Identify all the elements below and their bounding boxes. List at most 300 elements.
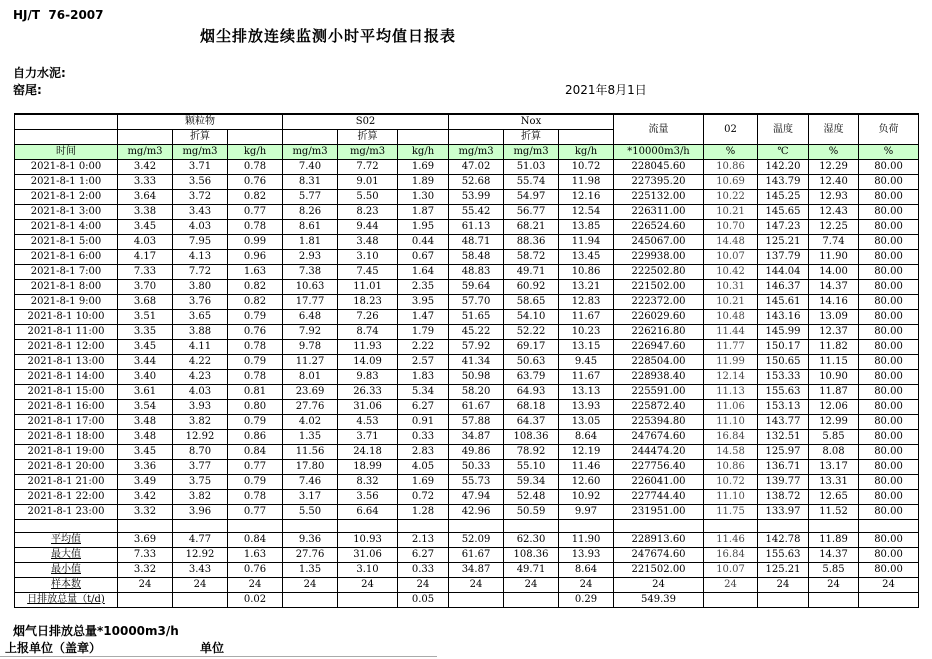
summary-value-cell: 34.87 [449, 563, 504, 578]
value-cell: 50.33 [449, 460, 504, 475]
value-cell: 80.00 [859, 445, 919, 460]
value-cell: 54.10 [504, 310, 559, 325]
value-cell: 57.92 [449, 340, 504, 355]
value-cell: 68.18 [504, 400, 559, 415]
value-cell: 57.88 [449, 415, 504, 430]
value-cell: 1.95 [398, 220, 449, 235]
value-cell: 10.42 [704, 265, 758, 280]
summary-label: 日排放总量（t/d) [15, 593, 118, 608]
summary-label: 最小值 [15, 563, 118, 578]
value-cell: 57.70 [449, 295, 504, 310]
summary-value-cell: 2.13 [398, 533, 449, 548]
summary-value-cell: 24 [449, 578, 504, 593]
value-cell: 145.61 [758, 295, 809, 310]
summary-value-cell: 125.21 [758, 563, 809, 578]
value-cell: 10.69 [704, 175, 758, 190]
summary-value-cell: 3.32 [118, 563, 173, 578]
value-cell: 12.16 [559, 190, 614, 205]
value-cell: 24.18 [338, 445, 398, 460]
corner-cell [15, 114, 118, 130]
value-cell: 10.70 [704, 220, 758, 235]
time-cell: 2021-8-1 4:00 [15, 220, 118, 235]
value-cell: 222502.80 [614, 265, 704, 280]
value-cell: 3.95 [398, 295, 449, 310]
value-cell: 3.44 [118, 355, 173, 370]
value-cell: 3.38 [118, 205, 173, 220]
value-cell: 80.00 [859, 385, 919, 400]
value-cell: 80.00 [859, 490, 919, 505]
summary-value-cell [704, 593, 758, 608]
value-cell: 59.34 [504, 475, 559, 490]
summary-value-cell [809, 593, 859, 608]
humidity-header: 湿度 [809, 114, 859, 145]
time-cell: 2021-8-1 20:00 [15, 460, 118, 475]
summary-value-cell [859, 593, 919, 608]
blank-cell [173, 520, 228, 533]
value-cell: 3.36 [118, 460, 173, 475]
value-cell: 153.13 [758, 400, 809, 415]
summary-value-cell [173, 593, 228, 608]
value-cell: 51.03 [504, 160, 559, 175]
summary-value-cell: 0.05 [398, 593, 449, 608]
value-cell: 10.23 [559, 325, 614, 340]
time-cell: 2021-8-1 10:00 [15, 310, 118, 325]
value-cell: 0.33 [398, 430, 449, 445]
value-cell: 143.79 [758, 175, 809, 190]
value-cell: 14.09 [338, 355, 398, 370]
value-cell: 11.82 [809, 340, 859, 355]
summary-value-cell: 1.35 [283, 563, 338, 578]
value-cell: 10.48 [704, 310, 758, 325]
summary-value-cell: 228913.60 [614, 533, 704, 548]
time-cell: 2021-8-1 9:00 [15, 295, 118, 310]
summary-label: 样本数 [15, 578, 118, 593]
value-cell: 53.99 [449, 190, 504, 205]
value-cell: 0.79 [228, 415, 283, 430]
value-cell: 17.77 [283, 295, 338, 310]
value-cell: 0.82 [228, 295, 283, 310]
value-cell: 59.64 [449, 280, 504, 295]
value-cell: 55.10 [504, 460, 559, 475]
summary-value-cell: 24 [859, 578, 919, 593]
summary-value-cell: 8.64 [559, 563, 614, 578]
value-cell: 0.78 [228, 490, 283, 505]
value-cell: 12.93 [809, 190, 859, 205]
value-cell: 11.90 [809, 250, 859, 265]
value-cell: 0.77 [228, 505, 283, 520]
value-cell: 13.85 [559, 220, 614, 235]
summary-value-cell: 10.07 [704, 563, 758, 578]
value-cell: 14.58 [704, 445, 758, 460]
value-cell: 0.78 [228, 340, 283, 355]
summary-row [15, 593, 919, 608]
company-label: 自力水泥: [13, 66, 66, 80]
report-table [14, 113, 919, 608]
value-cell: 139.77 [758, 475, 809, 490]
value-cell: 7.45 [338, 265, 398, 280]
value-cell: 52.48 [504, 490, 559, 505]
value-cell: 11.94 [559, 235, 614, 250]
value-cell: 225132.00 [614, 190, 704, 205]
unit-cell: ℃ [758, 145, 809, 160]
value-cell: 27.76 [283, 400, 338, 415]
value-cell: 12.43 [809, 205, 859, 220]
value-cell: 8.23 [338, 205, 398, 220]
value-cell: 58.72 [504, 250, 559, 265]
value-cell: 11.99 [704, 355, 758, 370]
unit-cell: % [859, 145, 919, 160]
group-header-row [15, 114, 919, 130]
value-cell: 18.99 [338, 460, 398, 475]
value-cell: 12.37 [809, 325, 859, 340]
value-cell: 3.35 [118, 325, 173, 340]
value-cell: 13.45 [559, 250, 614, 265]
value-cell: 108.36 [504, 430, 559, 445]
value-cell: 60.92 [504, 280, 559, 295]
value-cell: 23.69 [283, 385, 338, 400]
value-cell: 225872.40 [614, 400, 704, 415]
summary-value-cell: 13.93 [559, 548, 614, 563]
value-cell: 13.21 [559, 280, 614, 295]
value-cell: 80.00 [859, 415, 919, 430]
value-cell: 11.10 [704, 415, 758, 430]
time-cell: 2021-8-1 17:00 [15, 415, 118, 430]
summary-value-cell: 247674.60 [614, 548, 704, 563]
value-cell: 13.17 [809, 460, 859, 475]
time-cell: 2021-8-1 21:00 [15, 475, 118, 490]
blank-cell [338, 520, 398, 533]
value-cell: 11.67 [559, 310, 614, 325]
value-cell: 245067.00 [614, 235, 704, 250]
summary-value-cell: 108.36 [504, 548, 559, 563]
table-row [15, 370, 919, 385]
unit-cell: mg/m3 [118, 145, 173, 160]
value-cell: 11.10 [704, 490, 758, 505]
value-cell: 146.37 [758, 280, 809, 295]
value-cell: 155.63 [758, 385, 809, 400]
time-header: 时间 [15, 145, 118, 160]
value-cell: 0.77 [228, 460, 283, 475]
value-cell: 228938.40 [614, 370, 704, 385]
value-cell: 16.84 [704, 430, 758, 445]
value-cell: 52.68 [449, 175, 504, 190]
value-cell: 0.80 [228, 400, 283, 415]
value-cell: 0.84 [228, 445, 283, 460]
summary-value-cell: 24 [504, 578, 559, 593]
summary-value-cell [118, 593, 173, 608]
blank-cell [15, 520, 118, 533]
table-row [15, 415, 919, 430]
value-cell: 1.47 [398, 310, 449, 325]
value-cell: 1.63 [228, 265, 283, 280]
table-row [15, 400, 919, 415]
blank-cell [449, 520, 504, 533]
value-cell: 10.86 [704, 460, 758, 475]
report-date: 2021年8月1日 [565, 83, 647, 97]
value-cell: 125.97 [758, 445, 809, 460]
table-row [15, 340, 919, 355]
value-cell: 47.02 [449, 160, 504, 175]
value-cell: 48.83 [449, 265, 504, 280]
value-cell: 11.67 [559, 370, 614, 385]
value-cell: 58.65 [504, 295, 559, 310]
value-cell: 17.80 [283, 460, 338, 475]
value-cell: 13.31 [809, 475, 859, 490]
value-cell: 144.04 [758, 265, 809, 280]
value-cell: 11.75 [704, 505, 758, 520]
summary-value-cell: 31.06 [338, 548, 398, 563]
value-cell: 5.50 [338, 190, 398, 205]
value-cell: 227395.20 [614, 175, 704, 190]
value-cell: 3.40 [118, 370, 173, 385]
value-cell: 3.56 [338, 490, 398, 505]
summary-value-cell: 24 [338, 578, 398, 593]
value-cell: 13.09 [809, 310, 859, 325]
value-cell: 9.97 [559, 505, 614, 520]
value-cell: 0.79 [228, 310, 283, 325]
value-cell: 9.78 [283, 340, 338, 355]
value-cell: 0.99 [228, 235, 283, 250]
value-cell: 58.48 [449, 250, 504, 265]
value-cell: 49.86 [449, 445, 504, 460]
value-cell: 3.82 [173, 490, 228, 505]
value-cell: 136.71 [758, 460, 809, 475]
load-header: 负荷 [859, 114, 919, 145]
value-cell: 7.33 [118, 265, 173, 280]
table-row [15, 295, 919, 310]
unit-cell: mg/m3 [504, 145, 559, 160]
value-cell: 4.53 [338, 415, 398, 430]
value-cell: 8.61 [283, 220, 338, 235]
value-cell: 10.72 [559, 160, 614, 175]
summary-value-cell: 10.93 [338, 533, 398, 548]
value-cell: 80.00 [859, 205, 919, 220]
summary-value-cell: 0.33 [398, 563, 449, 578]
time-cell: 2021-8-1 7:00 [15, 265, 118, 280]
value-cell: 64.93 [504, 385, 559, 400]
value-cell: 14.16 [809, 295, 859, 310]
time-cell: 2021-8-1 1:00 [15, 175, 118, 190]
value-cell: 226029.60 [614, 310, 704, 325]
value-cell: 58.20 [449, 385, 504, 400]
value-cell: 80.00 [859, 235, 919, 250]
value-cell: 3.56 [173, 175, 228, 190]
value-cell: 8.70 [173, 445, 228, 460]
value-cell: 3.72 [173, 190, 228, 205]
value-cell: 12.19 [559, 445, 614, 460]
unit-cell: mg/m3 [449, 145, 504, 160]
value-cell: 0.78 [228, 370, 283, 385]
value-cell: 3.76 [173, 295, 228, 310]
group-header-nox: Nox [449, 114, 614, 130]
value-cell: 3.96 [173, 505, 228, 520]
value-cell: 10.86 [704, 160, 758, 175]
value-cell: 153.33 [758, 370, 809, 385]
value-cell: 13.05 [559, 415, 614, 430]
value-cell: 4.23 [173, 370, 228, 385]
summary-value-cell: 12.92 [173, 548, 228, 563]
value-cell: 80.00 [859, 310, 919, 325]
value-cell: 247674.60 [614, 430, 704, 445]
value-cell: 55.73 [449, 475, 504, 490]
value-cell: 61.67 [449, 400, 504, 415]
value-cell: 80.00 [859, 460, 919, 475]
table-row [15, 205, 919, 220]
time-cell: 2021-8-1 23:00 [15, 505, 118, 520]
corner-cell [15, 130, 118, 145]
summary-value-cell: 3.69 [118, 533, 173, 548]
value-cell: 125.21 [758, 235, 809, 250]
value-cell: 14.37 [809, 280, 859, 295]
value-cell: 11.01 [338, 280, 398, 295]
value-cell: 80.00 [859, 265, 919, 280]
value-cell: 80.00 [859, 160, 919, 175]
flue-gas-total-note: 烟气日排放总量*10000m3/h [13, 624, 179, 638]
value-cell: 4.17 [118, 250, 173, 265]
value-cell: 56.77 [504, 205, 559, 220]
blank-cell [398, 520, 449, 533]
blank-cell [758, 520, 809, 533]
blank-cell [504, 520, 559, 533]
blank-row [15, 520, 919, 533]
value-cell: 80.00 [859, 340, 919, 355]
value-cell: 145.25 [758, 190, 809, 205]
converted-label: 折算 [504, 130, 559, 145]
value-cell: 12.06 [809, 400, 859, 415]
value-cell: 18.23 [338, 295, 398, 310]
value-cell: 2.35 [398, 280, 449, 295]
value-cell: 7.40 [283, 160, 338, 175]
value-cell: 48.71 [449, 235, 504, 250]
value-cell: 7.26 [338, 310, 398, 325]
value-cell: 0.79 [228, 355, 283, 370]
summary-value-cell: 52.09 [449, 533, 504, 548]
table-row [15, 190, 919, 205]
value-cell: 226947.60 [614, 340, 704, 355]
table-row [15, 475, 919, 490]
value-cell: 80.00 [859, 325, 919, 340]
value-cell: 143.16 [758, 310, 809, 325]
value-cell: 0.82 [228, 190, 283, 205]
group-header-particulate: 颗粒物 [118, 114, 283, 130]
time-cell: 2021-8-1 12:00 [15, 340, 118, 355]
blank-cell [704, 520, 758, 533]
summary-value-cell: 80.00 [859, 533, 919, 548]
value-cell: 10.21 [704, 205, 758, 220]
value-cell: 11.44 [704, 325, 758, 340]
value-cell: 11.06 [704, 400, 758, 415]
value-cell: 227744.40 [614, 490, 704, 505]
summary-value-cell: 3.43 [173, 563, 228, 578]
table-row [15, 460, 919, 475]
blank-cell [283, 520, 338, 533]
summary-value-cell: 0.76 [228, 563, 283, 578]
summary-row [15, 578, 919, 593]
value-cell: 226311.00 [614, 205, 704, 220]
flow-header: 流量 [614, 114, 704, 145]
value-cell: 7.92 [283, 325, 338, 340]
value-cell: 231951.00 [614, 505, 704, 520]
value-cell: 11.98 [559, 175, 614, 190]
value-cell: 143.77 [758, 415, 809, 430]
value-cell: 3.75 [173, 475, 228, 490]
value-cell: 7.72 [173, 265, 228, 280]
summary-value-cell: 62.30 [504, 533, 559, 548]
summary-value-cell: 0.84 [228, 533, 283, 548]
value-cell: 3.45 [118, 445, 173, 460]
value-cell: 4.02 [283, 415, 338, 430]
value-cell: 1.83 [398, 370, 449, 385]
table-row [15, 265, 919, 280]
value-cell: 13.13 [559, 385, 614, 400]
value-cell: 229938.00 [614, 250, 704, 265]
temp-header: 温度 [758, 114, 809, 145]
value-cell: 64.37 [504, 415, 559, 430]
value-cell: 12.99 [809, 415, 859, 430]
summary-value-cell: 142.78 [758, 533, 809, 548]
value-cell: 80.00 [859, 220, 919, 235]
unit-label: 单位 [200, 641, 225, 655]
value-cell: 41.34 [449, 355, 504, 370]
value-cell: 3.82 [173, 415, 228, 430]
time-cell: 2021-8-1 13:00 [15, 355, 118, 370]
blank-cell [559, 520, 614, 533]
value-cell: 3.17 [283, 490, 338, 505]
blank-cell [228, 520, 283, 533]
reporting-unit-label: 上报单位（盖章） [5, 641, 102, 655]
value-cell: 0.76 [228, 325, 283, 340]
value-cell: 3.71 [173, 160, 228, 175]
summary-value-cell: 14.37 [809, 548, 859, 563]
value-cell: 1.28 [398, 505, 449, 520]
table-row [15, 235, 919, 250]
value-cell: 5.77 [283, 190, 338, 205]
summary-value-cell: 24 [614, 578, 704, 593]
value-cell: 55.42 [449, 205, 504, 220]
time-cell: 2021-8-1 15:00 [15, 385, 118, 400]
unit-cell: kg/h [559, 145, 614, 160]
value-cell: 5.85 [809, 430, 859, 445]
value-cell: 50.63 [504, 355, 559, 370]
value-cell: 225591.00 [614, 385, 704, 400]
value-cell: 226041.00 [614, 475, 704, 490]
time-cell: 2021-8-1 14:00 [15, 370, 118, 385]
value-cell: 4.05 [398, 460, 449, 475]
value-cell: 0.78 [228, 160, 283, 175]
value-cell: 132.51 [758, 430, 809, 445]
summary-value-cell [283, 593, 338, 608]
value-cell: 8.01 [283, 370, 338, 385]
summary-value-cell: 11.46 [704, 533, 758, 548]
value-cell: 12.92 [173, 430, 228, 445]
value-cell: 12.29 [809, 160, 859, 175]
value-cell: 1.35 [283, 430, 338, 445]
value-cell: 3.48 [338, 235, 398, 250]
value-cell: 3.80 [173, 280, 228, 295]
unit-cell: mg/m3 [173, 145, 228, 160]
value-cell: 55.74 [504, 175, 559, 190]
value-cell: 5.34 [398, 385, 449, 400]
value-cell: 42.96 [449, 505, 504, 520]
value-cell: 80.00 [859, 190, 919, 205]
value-cell: 0.79 [228, 475, 283, 490]
summary-value-cell: 61.67 [449, 548, 504, 563]
value-cell: 8.64 [559, 430, 614, 445]
summary-value-cell: 49.71 [504, 563, 559, 578]
value-cell: 11.13 [704, 385, 758, 400]
value-cell: 14.48 [704, 235, 758, 250]
time-cell: 2021-8-1 8:00 [15, 280, 118, 295]
